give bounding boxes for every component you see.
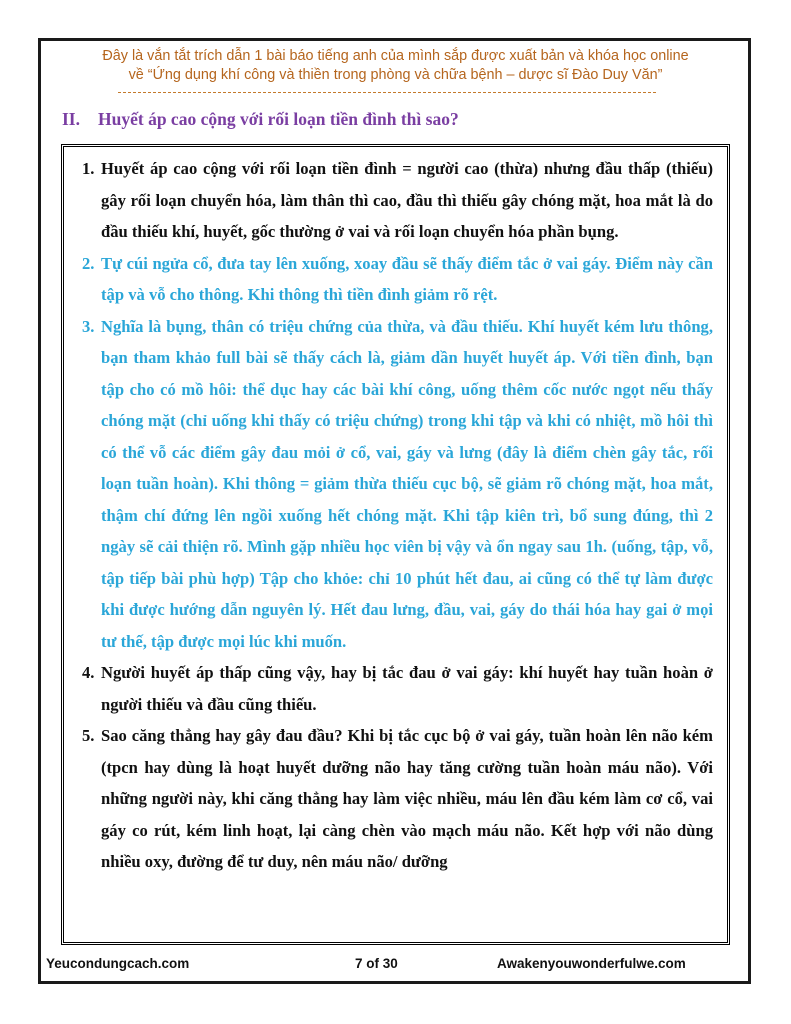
list-item-text: Sao căng thẳng hay gây đau đầu? Khi bị tắc cục bộ ở vai gáy, tuần hoàn lên não kém (tpcn hay dùng là hoạt huyết dưỡng não hay tăng cường tuần hoàn máu não). Với những người này, khi căng thẳng hay làm việc nhiều, máu lên đầu kém làm cơ cổ, vai gáy co rút, kém linh hoạt, lại càng chèn vào mạch máu não. Kết hợp với não dùng nhiều oxy, đường để tư duy, nên máu não/ dưỡng xyxy=(101,726,713,871)
section-title: Huyết áp cao cộng với rối loạn tiền đình thì sao? xyxy=(98,109,459,129)
list-item-text: Người huyết áp thấp cũng vậy, hay bị tắc đau ở vai gáy: khí huyết hay tuần hoàn ở người thiếu và đầu cũng thiếu. xyxy=(101,663,713,714)
header-divider xyxy=(118,92,656,93)
list-item-number: 1. xyxy=(82,159,95,178)
list-item-5 xyxy=(82,720,713,878)
list-item-number: 5. xyxy=(82,726,95,745)
list-item-1 xyxy=(82,153,713,248)
list-item-number: 2. xyxy=(82,253,95,273)
list-item-number: 3. xyxy=(82,316,95,336)
header-line-1: Đây là vắn tắt trích dẫn 1 bài báo tiếng anh của mình sắp được xuất bản và khóa học online xyxy=(102,48,689,64)
section-numeral: II. xyxy=(62,109,80,129)
content-box xyxy=(61,144,730,945)
footer-page-number: 7 of 30 xyxy=(355,956,398,971)
document-header xyxy=(40,47,751,85)
list-item-4 xyxy=(82,657,713,720)
list-item-2 xyxy=(82,248,713,311)
section-heading xyxy=(62,109,459,130)
list-item-number: 4. xyxy=(82,663,95,682)
footer-website-right: Awakenyouwonderfulwe.com xyxy=(497,956,686,971)
list-item-3 xyxy=(82,311,713,658)
header-line-2: về “Ứng dụng khí công và thiền trong phòng và chữa bệnh – dược sĩ Đào Duy Văn” xyxy=(128,67,663,83)
footer-website-left: Yeucondungcach.com xyxy=(46,956,190,971)
list-item-text: Huyết áp cao cộng với rối loạn tiền đình = người cao (thừa) nhưng đầu thấp (thiếu) gây rối loạn chuyển hóa, làm thân thì cao, đầu thì thiếu gây chóng mặt, hoa mắt là do đầu thiếu khí, huyết, gốc thường ở vai và rối loạn chuyển hóa phần bụng. xyxy=(101,159,713,241)
numbered-list xyxy=(64,147,727,878)
list-item-text: Tự cúi ngửa cổ, đưa tay lên xuống, xoay đầu sẽ thấy điểm tắc ở vai gáy. Điểm này cần tập và vỗ cho thông. Khi thông thì tiền đình giảm rõ rệt. xyxy=(101,253,713,304)
list-item-text: Nghĩa là bụng, thân có triệu chứng của thừa, và đầu thiếu. Khí huyết kém lưu thông, bạn tham khảo full bài sẽ thấy cách là, giảm dần huyết huyết áp. Với tiền đình, bạn tập cho có mồ hôi: thể dục hay các bài khí công, uống thêm cốc nước ngọt nếu thấy chóng mặt (chỉ uống khi thấy có triệu chứng) trong khi tập và khi có nhiệt, mồ hôi thì có thể vỗ các điểm gây đau mỏi ở cổ, vai, gáy và lưng (đây là điểm chèn gây tắc, rối loạn tuần hoàn). Khi thông = giảm thừa thiếu cục bộ, sẽ giảm rõ chóng mặt, hoa mắt, thậm chí đứng lên ngồi xuống hết chóng mặt. Khi tập kiên trì, bổ sung đúng, thì 2 ngày sẽ cải thiện rõ. Mình gặp nhiều học viên bị vậy và ổn ngay sau 1h. (uống, tập, vỗ, tập tiếp bài phù hợp) Tập cho khỏe: chỉ 10 phút hết đau, ai cũng có thể tự làm được khi được hướng dẫn nguyên lý. Hết đau lưng, đầu, vai, gáy do thái hóa hay gai ở mọi tư thế, tập được mọi lúc khi muốn. xyxy=(101,316,713,651)
